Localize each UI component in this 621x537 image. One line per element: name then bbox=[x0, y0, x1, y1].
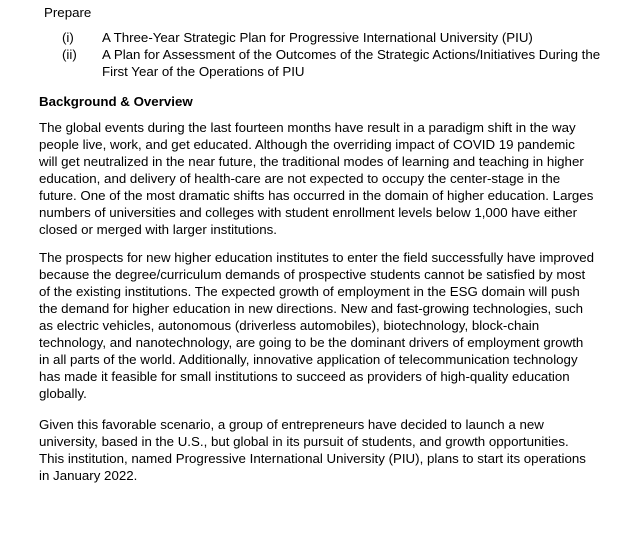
paragraph: The prospects for new higher education institutes to enter the field successfully have improved because the degree/curriculum demands of prospective students cannot be satisfied by most of the existing institutions. The expected growth of employment in the ESG domain will push the demand for higher education in new directions. New and fast-growing technologies, such as electric vehicles, autonomous (driverless automobiles), biotechnology, block-chain technology, and nanotechnology, are going to be the dominant drivers of employment growth in all parts of the world. Additionally, innovative application of telecommunication technology has made it feasible for small institutions to succeed as providers of high-quality education globally. bbox=[39, 250, 595, 401]
list-item-number: (ii) bbox=[62, 47, 77, 62]
list-item-number: (i) bbox=[62, 30, 74, 45]
prepare-label: Prepare bbox=[44, 5, 92, 20]
paragraph: The global events during the last fourteen months have result in a paradigm shift in the way people live, work, and get educated. Although the overriding impact of COVID 19 pandemic will get neutralized in the near future, the traditional modes of learning and teaching in higher education, and delivery of health-care are not expected to occupy the center-stage in the future. One of the most dramatic shifts has occurred in the domain of higher education. Larges numbers of universities and colleges with student enrollment levels below 1,000 have either closed or merged with larger institutions. bbox=[39, 120, 594, 237]
paragraph: Given this favorable scenario, a group of entrepreneurs have decided to launch a new university, based in the U.S., but global in its pursuit of students, and growth opportunities. This institution, named Progressive International University (PIU), plans to start its operations in January 2022. bbox=[39, 417, 586, 483]
list-item bbox=[62, 29, 602, 46]
list-item-text: A Plan for Assessment of the Outcomes of the Strategic Actions/Initiatives During the First Year of the Operations of PIU bbox=[102, 47, 601, 79]
section-heading: Background & Overview bbox=[39, 94, 193, 109]
list-item-text: A Three-Year Strategic Plan for Progressive International University (PIU) bbox=[102, 30, 533, 45]
deliverables-list bbox=[62, 29, 602, 80]
list-item bbox=[62, 46, 602, 80]
